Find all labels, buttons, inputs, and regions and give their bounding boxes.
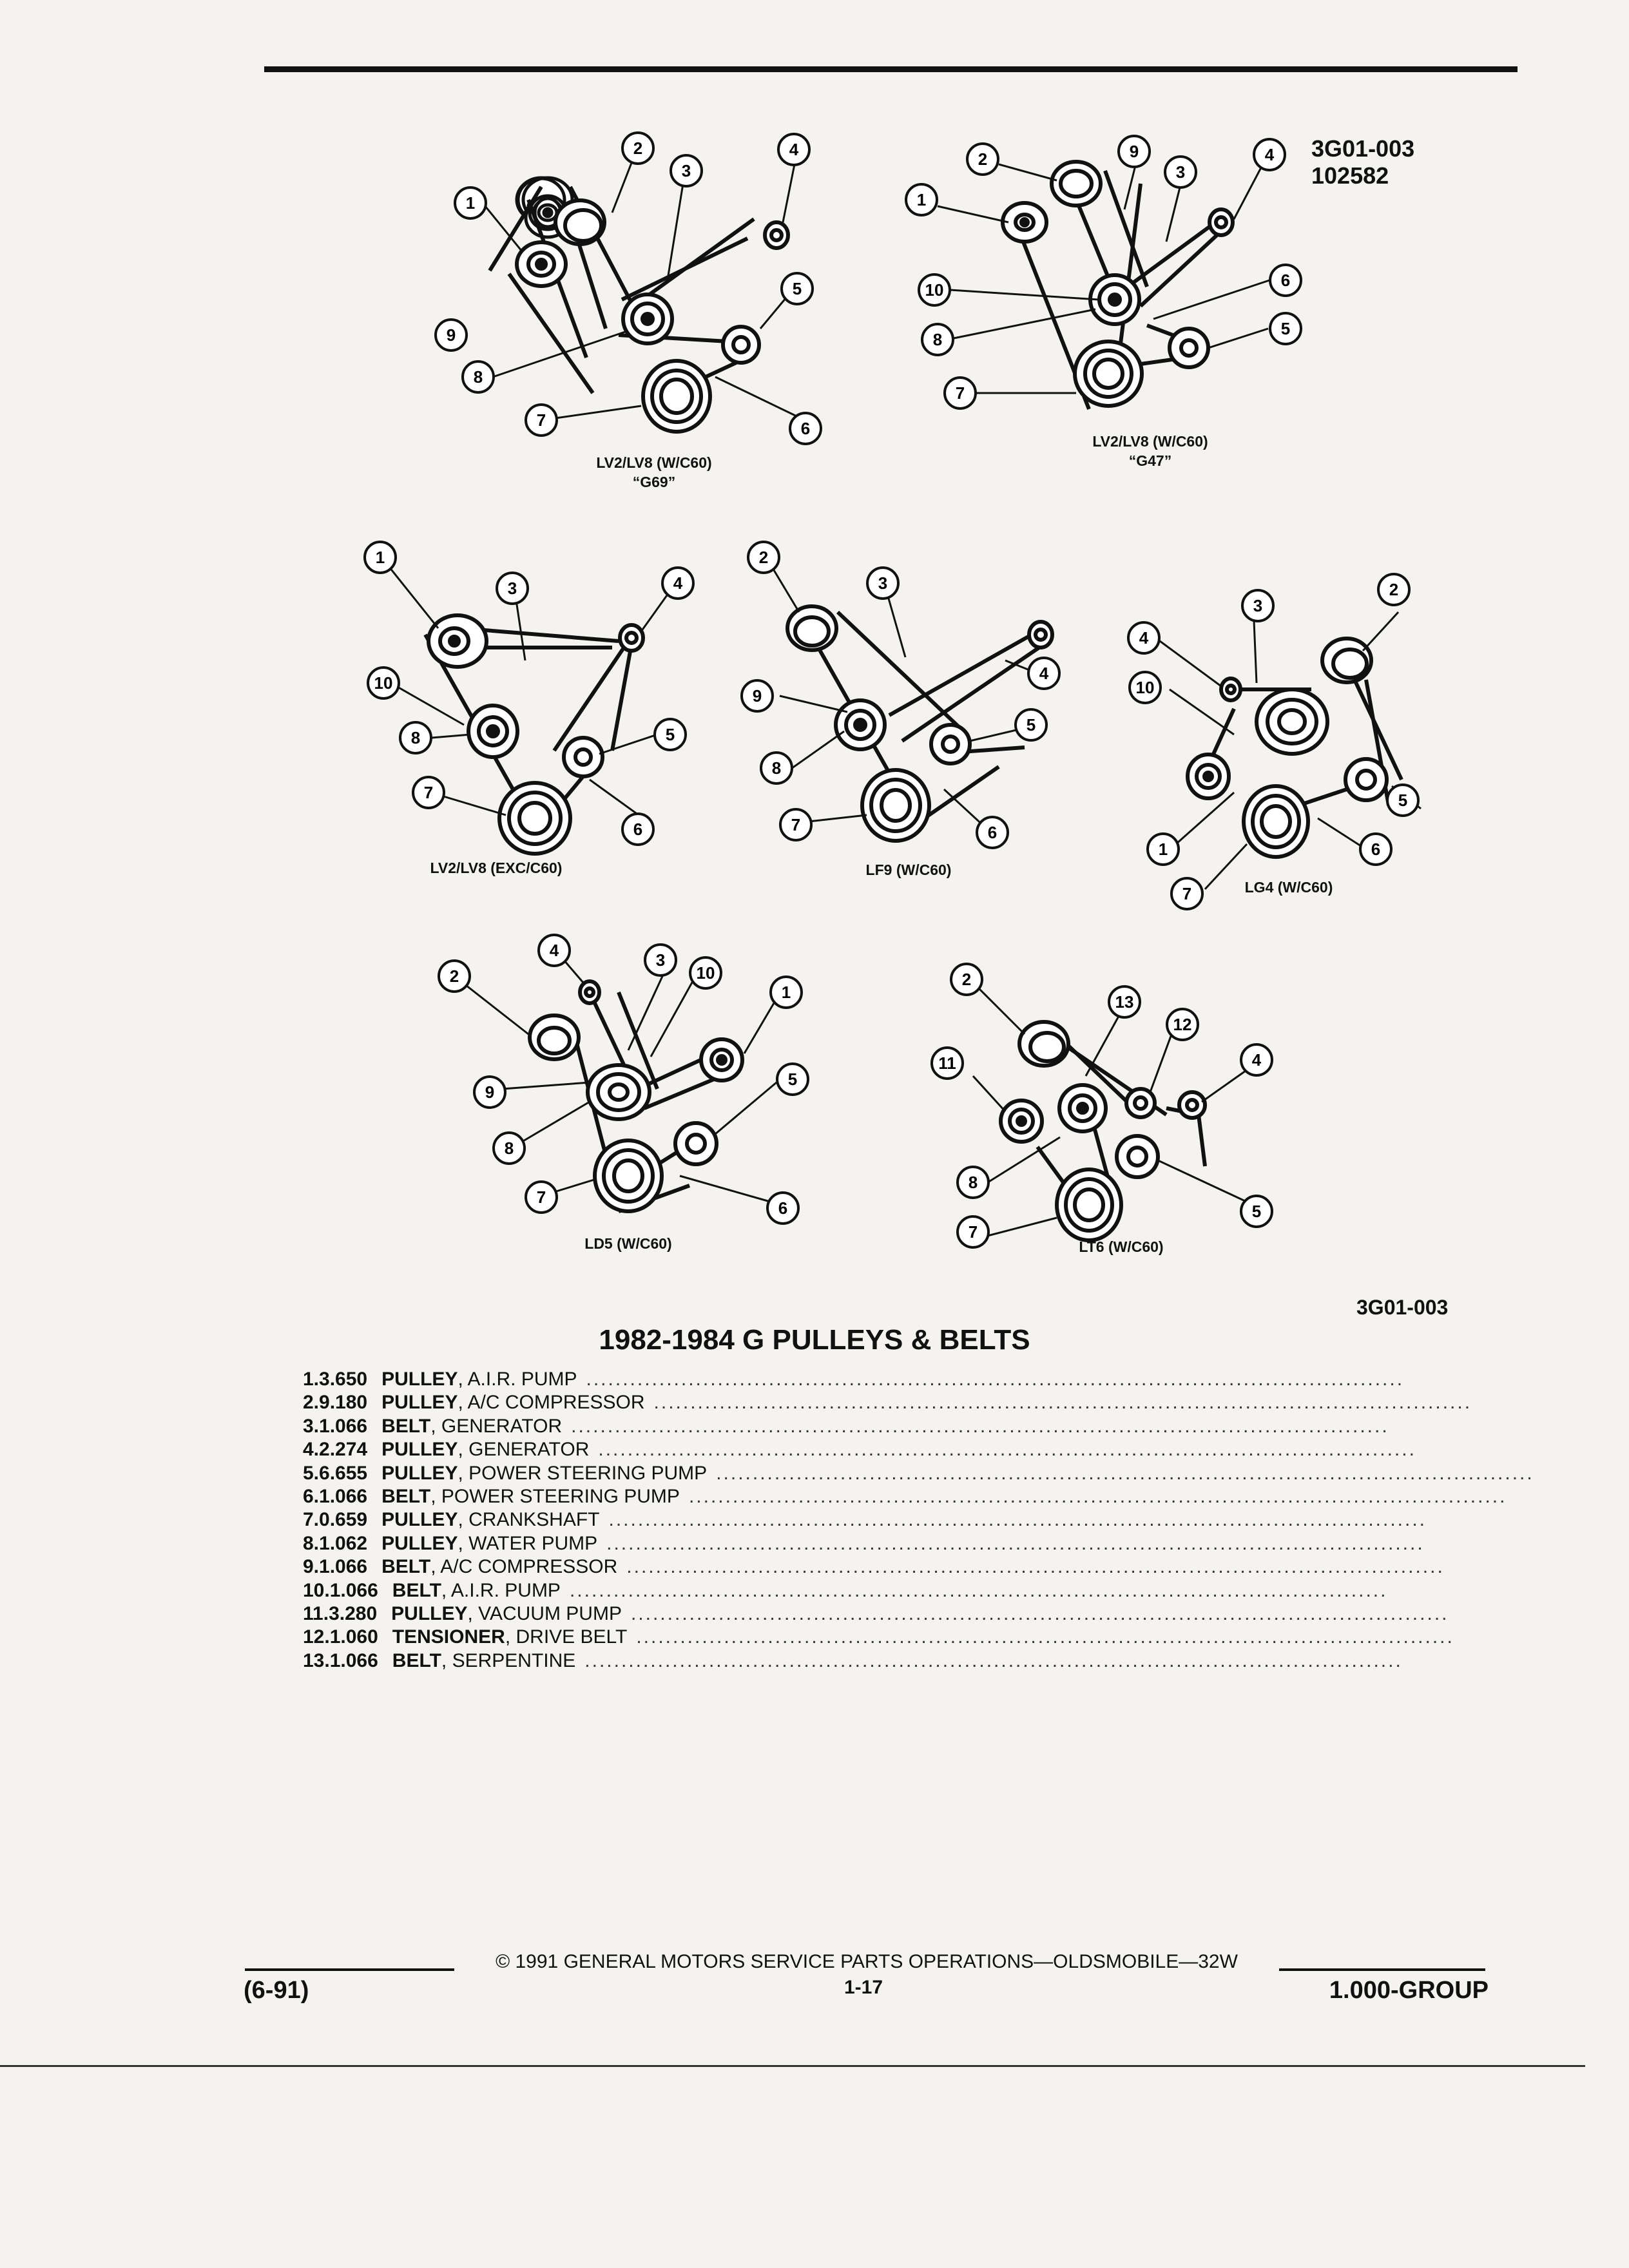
item-desc: , VACUUM PUMP	[467, 1602, 622, 1624]
caption-subtext: “G47”	[1128, 452, 1172, 469]
diagram-lt6	[928, 954, 1302, 1250]
item-desc: , CRANKSHAFT	[458, 1509, 600, 1531]
callout-4: 4	[1039, 664, 1049, 683]
item-desc: , A/C COMPRESSOR	[458, 1392, 645, 1414]
callout-8: 8	[771, 758, 782, 778]
item-desc: , GENERATOR	[430, 1415, 563, 1437]
list-item	[303, 1649, 1403, 1673]
figure-code: 3G01-003	[1356, 1296, 1449, 1319]
list-item	[303, 1508, 1427, 1532]
item-number: 3.	[303, 1415, 320, 1437]
item-name: BELT	[392, 1649, 441, 1671]
callout-5: 5	[787, 1070, 798, 1089]
item-desc: , DRIVE BELT	[505, 1626, 628, 1648]
callout-5: 5	[1398, 791, 1408, 810]
callout-11: 11	[938, 1053, 956, 1073]
item-number: 11.	[303, 1602, 329, 1624]
callouts-g69	[436, 133, 821, 444]
item-name: PULLEY	[381, 1509, 458, 1531]
callout-8: 8	[968, 1173, 978, 1192]
leader-dots: ................................................................................................................	[586, 1369, 1405, 1390]
list-item	[303, 1602, 1449, 1626]
callout-5: 5	[1026, 715, 1036, 735]
leader-dots: ................................................................................................................	[606, 1532, 1425, 1554]
item-code: 1.066	[319, 1415, 368, 1437]
callout-3: 3	[878, 573, 888, 593]
item-number: 13.	[303, 1649, 330, 1671]
item-name: PULLEY	[381, 1439, 458, 1461]
footer-revision: (6-91)	[244, 1977, 309, 2004]
item-number: 12.	[303, 1626, 330, 1648]
diagram-lg4	[1105, 561, 1440, 908]
callout-2: 2	[978, 149, 988, 169]
callout-1: 1	[781, 983, 791, 1002]
callout-3: 3	[655, 950, 666, 970]
leader-dots: ................................................................................................................	[584, 1649, 1403, 1671]
list-item	[303, 1579, 1388, 1602]
item-name: PULLEY	[381, 1369, 458, 1390]
footer-rule-left	[245, 1968, 454, 1971]
callout-4: 4	[549, 941, 559, 960]
item-code: 1.060	[329, 1626, 378, 1648]
diagram-lf9-caption: LF9 (W/C60)	[865, 861, 952, 878]
item-name: PULLEY	[381, 1532, 458, 1554]
callout-7: 7	[955, 383, 965, 403]
callout-4: 4	[1264, 145, 1275, 164]
item-desc: , SERPENTINE	[441, 1649, 576, 1671]
callout-6: 6	[778, 1198, 788, 1218]
item-number: 4.	[303, 1439, 320, 1461]
diagram-g69-caption	[548, 453, 760, 492]
caption-text: LV2/LV8 (W/C60)	[596, 454, 712, 471]
leader-dots: ................................................................................................................	[688, 1485, 1507, 1507]
callout-7: 7	[536, 1187, 546, 1207]
diagram-exc-caption: LV2/LV8 (EXC/C60)	[430, 860, 563, 876]
callout-3: 3	[1253, 596, 1263, 615]
caption-subtext: “G69”	[632, 474, 676, 490]
callout-1: 1	[465, 193, 476, 213]
callout-6: 6	[987, 823, 998, 842]
diagram-g69	[412, 122, 825, 457]
callout-9: 9	[752, 686, 762, 706]
callout-3: 3	[681, 161, 691, 180]
item-code: 1.066	[319, 1556, 368, 1578]
callout-2: 2	[1389, 580, 1399, 599]
item-number: 1.	[303, 1369, 320, 1390]
callout-1: 1	[1158, 840, 1168, 859]
item-number: 7.	[303, 1509, 320, 1531]
callout-5: 5	[665, 725, 675, 744]
item-code: 1.066	[319, 1485, 368, 1507]
item-name: BELT	[381, 1415, 431, 1437]
callout-2: 2	[449, 966, 459, 986]
callout-7: 7	[1182, 884, 1192, 903]
leader-dots: ................................................................................................................	[626, 1556, 1445, 1578]
callout-2: 2	[758, 548, 769, 567]
item-name: TENSIONER	[392, 1626, 505, 1648]
item-number: 8.	[303, 1532, 320, 1554]
item-code: 1.066	[329, 1579, 378, 1601]
item-name: BELT	[381, 1556, 431, 1578]
diagram-ld5	[425, 928, 812, 1231]
footer-page-number: 1-17	[843, 1977, 883, 1998]
callout-5: 5	[1280, 319, 1291, 338]
list-item	[303, 1626, 1454, 1649]
list-item	[303, 1555, 1445, 1579]
header-stamp	[1311, 135, 1414, 189]
diagram-exc	[342, 532, 702, 867]
list-item	[303, 1485, 1507, 1508]
callout-4: 4	[1251, 1050, 1262, 1070]
callout-7: 7	[791, 815, 801, 834]
list-item	[303, 1415, 1389, 1438]
item-code: 3.650	[319, 1369, 368, 1390]
callout-2: 2	[961, 970, 972, 989]
callout-2: 2	[633, 139, 643, 158]
stamp-code: 3G01-003	[1311, 135, 1415, 162]
stamp-number: 102582	[1311, 162, 1389, 189]
footer-copyright: © 1991 GENERAL MOTORS SERVICE PARTS OPERATIONS—OLDSMOBILE—32W	[496, 1951, 1238, 1972]
item-code: 2.274	[319, 1439, 368, 1461]
diagram-ld5-caption: LD5 (W/C60)	[584, 1235, 672, 1252]
callout-4: 4	[1139, 628, 1149, 648]
item-desc: , POWER STEERING PUMP	[430, 1485, 680, 1507]
leader-dots: ................................................................................................................	[569, 1579, 1388, 1601]
callout-3: 3	[1175, 162, 1186, 182]
item-name: PULLEY	[381, 1392, 458, 1414]
item-desc: , A.I.R. PUMP	[458, 1369, 577, 1390]
leader-dots: ................................................................................................................	[571, 1415, 1389, 1437]
leader-dots: ................................................................................................................	[608, 1509, 1427, 1531]
callout-9: 9	[446, 325, 456, 345]
item-number: 5.	[303, 1462, 320, 1484]
callout-7: 7	[423, 783, 434, 802]
callout-10: 10	[696, 963, 715, 983]
item-code: 1.062	[319, 1532, 368, 1554]
footer-rule-right	[1279, 1968, 1485, 1971]
item-number: 2.	[303, 1392, 320, 1414]
callout-9: 9	[1129, 142, 1139, 161]
list-item	[303, 1438, 1416, 1461]
item-code: 9.180	[319, 1392, 368, 1414]
callout-5: 5	[1251, 1202, 1262, 1221]
callout-7: 7	[536, 410, 546, 430]
diagram-g47-caption	[1044, 432, 1257, 470]
diagram-lf9	[728, 535, 1063, 857]
item-name: BELT	[381, 1485, 431, 1507]
callout-8: 8	[410, 728, 421, 747]
footer-group: 1.000-GROUP	[1329, 1977, 1489, 2004]
list-item	[303, 1532, 1425, 1555]
leader-dots: ................................................................................................................	[653, 1392, 1472, 1414]
list-item	[303, 1391, 1472, 1414]
item-name: PULLEY	[381, 1462, 458, 1484]
callout-10: 10	[1135, 678, 1155, 697]
item-desc: , WATER PUMP	[458, 1532, 598, 1554]
page-title: 1982-1984 G PULLEYS & BELTS	[599, 1324, 1030, 1356]
item-code: 3.280	[329, 1602, 378, 1624]
callout-6: 6	[800, 419, 811, 438]
item-code: 1.066	[329, 1649, 378, 1671]
item-number: 9.	[303, 1556, 320, 1578]
callout-8: 8	[504, 1139, 514, 1158]
item-name: BELT	[392, 1579, 441, 1601]
callout-6: 6	[633, 820, 643, 839]
callout-12: 12	[1173, 1015, 1192, 1034]
leader-dots: ................................................................................................................	[630, 1602, 1449, 1624]
callout-10: 10	[925, 280, 944, 300]
item-desc: , A.I.R. PUMP	[441, 1579, 561, 1601]
top-rule	[264, 66, 1518, 72]
callout-1: 1	[916, 190, 927, 209]
callout-10: 10	[374, 673, 393, 693]
item-number: 10.	[303, 1579, 330, 1601]
callout-3: 3	[507, 579, 517, 598]
callout-8: 8	[473, 367, 483, 387]
callout-8: 8	[932, 330, 943, 349]
callout-5: 5	[792, 279, 802, 298]
item-desc: , POWER STEERING PUMP	[458, 1462, 708, 1484]
leader-dots: ................................................................................................................	[636, 1626, 1454, 1648]
list-item	[303, 1462, 1534, 1485]
callout-6: 6	[1280, 271, 1291, 290]
item-code: 6.655	[319, 1462, 368, 1484]
item-code: 0.659	[319, 1509, 368, 1531]
diagram-lt6-caption: LT6 (W/C60)	[1079, 1238, 1164, 1255]
caption-text: LV2/LV8 (W/C60)	[1092, 433, 1208, 450]
callout-1: 1	[375, 548, 385, 567]
item-name: PULLEY	[391, 1602, 468, 1624]
leader-dots: ................................................................................................................	[716, 1462, 1534, 1484]
callout-6: 6	[1371, 840, 1381, 859]
item-desc: , A/C COMPRESSOR	[430, 1556, 618, 1578]
bottom-rule	[0, 2065, 1585, 2067]
callout-7: 7	[968, 1222, 978, 1242]
list-item	[303, 1368, 1405, 1391]
item-number: 6.	[303, 1485, 320, 1507]
item-desc: , GENERATOR	[458, 1439, 590, 1461]
callout-4: 4	[673, 573, 683, 593]
callout-9: 9	[485, 1082, 495, 1102]
callout-4: 4	[789, 140, 799, 159]
parts-list	[303, 1368, 1534, 1673]
diagram-g47	[883, 132, 1308, 441]
callout-13: 13	[1115, 992, 1134, 1012]
leader-dots: ................................................................................................................	[598, 1439, 1416, 1461]
diagram-lg4-caption: LG4 (W/C60)	[1244, 879, 1333, 896]
